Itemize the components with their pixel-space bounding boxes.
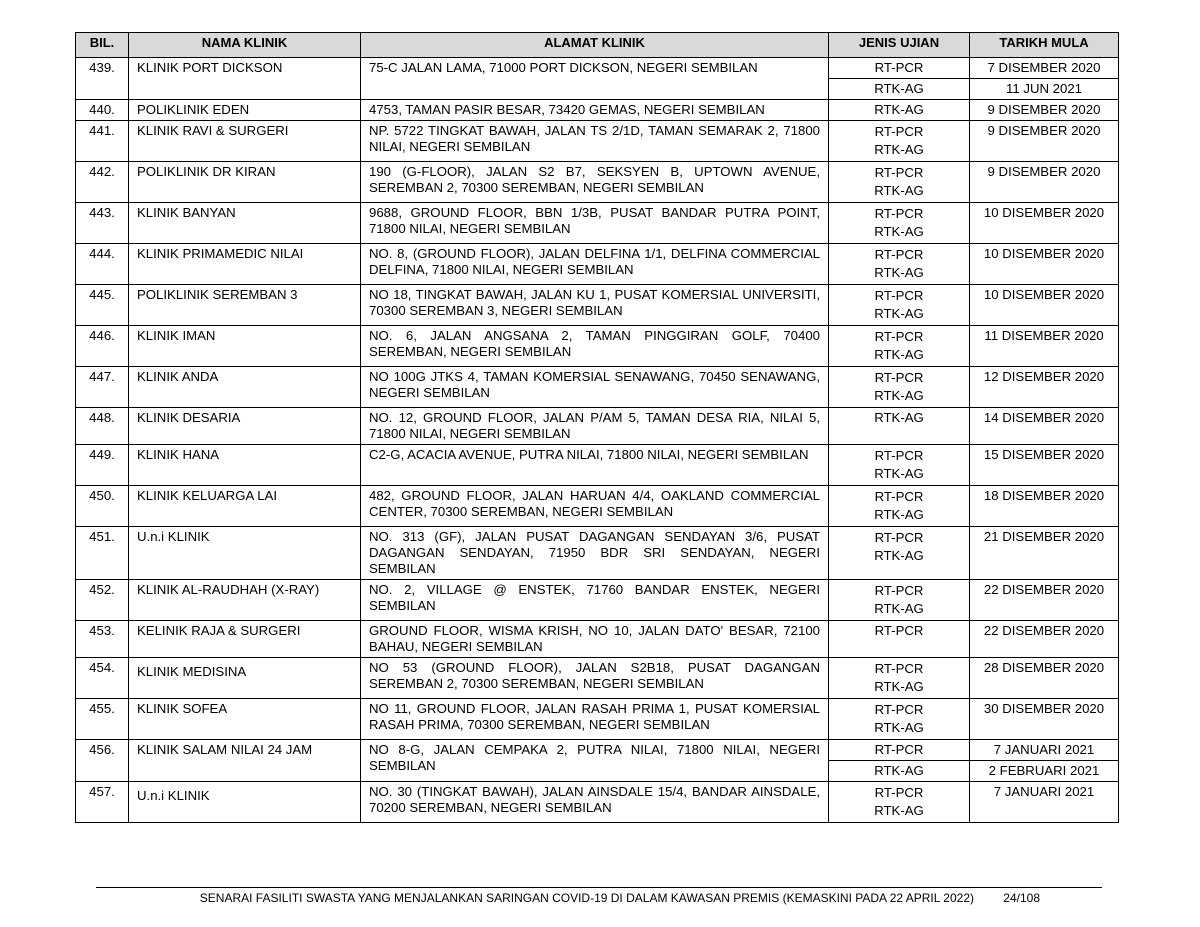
cell-alamat-klinik: GROUND FLOOR, WISMA KRISH, NO 10, JALAN DATO' BESAR, 72100 BAHAU, NEGERI SEMBILAN bbox=[361, 621, 829, 658]
cell-alamat-klinik: NO. 313 (GF), JALAN PUSAT DAGANGAN SENDAYAN 3/6, PUSAT DAGANGAN SENDAYAN, 71950 BDR SRI SENDAYAN, NEGERI SEMBILAN bbox=[361, 527, 829, 580]
cell-bil: 444. bbox=[76, 244, 129, 285]
cell-nama-klinik: KLINIK PRIMAMEDIC NILAI bbox=[129, 244, 361, 285]
cell-jenis-ujian bbox=[829, 527, 970, 580]
cell-alamat-klinik: NP. 5722 TINGKAT BAWAH, JALAN TS 2/1D, TAMAN SEMARAK 2, 71800 NILAI, NEGERI SEMBILAN bbox=[361, 121, 829, 162]
test-type: RT-PCR bbox=[874, 370, 924, 385]
cell-bil: 440. bbox=[76, 100, 129, 121]
table-row bbox=[76, 408, 1119, 445]
cell-nama-klinik: KLINIK ANDA bbox=[129, 367, 361, 408]
cell-bil: 441. bbox=[76, 121, 129, 162]
cell-alamat-klinik: NO. 12, GROUND FLOOR, JALAN P/AM 5, TAMAN DESA RIA, NILAI 5, 71800 NILAI, NEGERI SEMBILAN bbox=[361, 408, 829, 445]
table-row bbox=[76, 244, 1119, 285]
test-type: RT-PCR bbox=[874, 206, 924, 221]
test-type: RT-PCR bbox=[874, 530, 924, 545]
cell-jenis-ujian bbox=[829, 326, 970, 367]
cell-jenis-ujian bbox=[829, 162, 970, 203]
cell-bil: 442. bbox=[76, 162, 129, 203]
cell-bil: 451. bbox=[76, 527, 129, 580]
test-type: RT-PCR bbox=[874, 165, 924, 180]
cell-alamat-klinik: 482, GROUND FLOOR, JALAN HARUAN 4/4, OAKLAND COMMERCIAL CENTER, 70300 SEREMBAN, NEGERI SEMBILAN bbox=[361, 486, 829, 527]
cell-bil: 455. bbox=[76, 699, 129, 740]
cell-nama-klinik: POLIKLINIK DR KIRAN bbox=[129, 162, 361, 203]
cell-bil: 457. bbox=[76, 782, 129, 823]
test-type: RTK-AG bbox=[874, 507, 924, 522]
cell-nama-klinik: KLINIK SOFEA bbox=[129, 699, 361, 740]
table-header-row bbox=[76, 33, 1119, 58]
test-type: RT-PCR bbox=[874, 583, 924, 598]
test-type: RTK-AG bbox=[874, 306, 924, 321]
cell-nama-klinik: KLINIK KELUARGA LAI bbox=[129, 486, 361, 527]
test-type: RT-PCR bbox=[874, 702, 924, 717]
table-row bbox=[76, 699, 1119, 740]
test-type: RTK-AG bbox=[874, 720, 924, 735]
cell-alamat-klinik: NO 11, GROUND FLOOR, JALAN RASAH PRIMA 1, PUSAT KOMERSIAL RASAH PRIMA, 70300 SEREMBAN, NEGERI SEMBILAN bbox=[361, 699, 829, 740]
table-row bbox=[76, 285, 1119, 326]
cell-bil: 446. bbox=[76, 326, 129, 367]
cell-jenis-ujian bbox=[829, 699, 970, 740]
test-type: RTK-AG bbox=[874, 183, 924, 198]
cell-jenis-ujian: RT-PCR bbox=[829, 621, 970, 658]
cell-bil: 449. bbox=[76, 445, 129, 486]
cell-nama-klinik: POLIKLINIK SEREMBAN 3 bbox=[129, 285, 361, 326]
cell-nama-klinik: KLINIK MEDISINA bbox=[129, 658, 361, 699]
cell-tarikh-mula: 11 DISEMBER 2020 bbox=[970, 326, 1119, 367]
test-type: RT-PCR bbox=[874, 785, 924, 800]
test-type: RTK-AG bbox=[874, 466, 924, 481]
cell-nama-klinik: KLINIK IMAN bbox=[129, 326, 361, 367]
cell-tarikh-mula: 9 DISEMBER 2020 bbox=[970, 100, 1119, 121]
cell-jenis-ujian bbox=[829, 486, 970, 527]
cell-nama-klinik: U.n.i KLINIK bbox=[129, 782, 361, 823]
cell-jenis-ujian: RTK-AG bbox=[829, 79, 970, 100]
cell-bil: 448. bbox=[76, 408, 129, 445]
test-type: RTK-AG bbox=[874, 548, 924, 563]
cell-tarikh-mula: 7 JANUARI 2021 bbox=[970, 740, 1119, 761]
cell-jenis-ujian bbox=[829, 782, 970, 823]
cell-alamat-klinik: NO. 6, JALAN ANGSANA 2, TAMAN PINGGIRAN GOLF, 70400 SEREMBAN, NEGERI SEMBILAN bbox=[361, 326, 829, 367]
cell-alamat-klinik: NO. 8, (GROUND FLOOR), JALAN DELFINA 1/1, DELFINA COMMERCIAL DELFINA, 71800 NILAI, NEGERI SEMBILAN bbox=[361, 244, 829, 285]
table-row bbox=[76, 527, 1119, 580]
cell-tarikh-mula: 7 JANUARI 2021 bbox=[970, 782, 1119, 823]
cell-jenis-ujian bbox=[829, 580, 970, 621]
table-row bbox=[76, 621, 1119, 658]
cell-jenis-ujian: RT-PCR bbox=[829, 58, 970, 79]
cell-jenis-ujian bbox=[829, 367, 970, 408]
cell-nama-klinik: KLINIK PORT DICKSON bbox=[129, 58, 361, 100]
cell-tarikh-mula: 22 DISEMBER 2020 bbox=[970, 580, 1119, 621]
cell-nama-klinik: KLINIK BANYAN bbox=[129, 203, 361, 244]
cell-jenis-ujian bbox=[829, 203, 970, 244]
cell-tarikh-mula: 14 DISEMBER 2020 bbox=[970, 408, 1119, 445]
test-type: RT-PCR bbox=[874, 247, 924, 262]
cell-alamat-klinik: 9688, GROUND FLOOR, BBN 1/3B, PUSAT BANDAR PUTRA POINT, 71800 NILAI, NEGERI SEMBILAN bbox=[361, 203, 829, 244]
table-row bbox=[76, 203, 1119, 244]
cell-bil: 450. bbox=[76, 486, 129, 527]
table-row bbox=[76, 100, 1119, 121]
table-row bbox=[76, 326, 1119, 367]
test-type: RT-PCR bbox=[874, 288, 924, 303]
cell-bil: 447. bbox=[76, 367, 129, 408]
table-row bbox=[76, 367, 1119, 408]
cell-tarikh-mula: 7 DISEMBER 2020 bbox=[970, 58, 1119, 79]
header-nama-klinik: NAMA KLINIK bbox=[129, 33, 361, 58]
cell-tarikh-mula: 10 DISEMBER 2020 bbox=[970, 244, 1119, 285]
cell-alamat-klinik: NO. 30 (TINGKAT BAWAH), JALAN AINSDALE 15/4, BANDAR AINSDALE, 70200 SEREMBAN, NEGERI SEMBILAN bbox=[361, 782, 829, 823]
header-alamat-klinik: ALAMAT KLINIK bbox=[361, 33, 829, 58]
table-row bbox=[76, 580, 1119, 621]
cell-nama-klinik: KLINIK HANA bbox=[129, 445, 361, 486]
cell-tarikh-mula: 28 DISEMBER 2020 bbox=[970, 658, 1119, 699]
test-type: RTK-AG bbox=[874, 601, 924, 616]
cell-alamat-klinik: NO 18, TINGKAT BAWAH, JALAN KU 1, PUSAT KOMERSIAL UNIVERSITI, 70300 SEREMBAN 3, NEGERI SEMBILAN bbox=[361, 285, 829, 326]
cell-nama-klinik: KLINIK AL-RAUDHAH (X-RAY) bbox=[129, 580, 361, 621]
cell-tarikh-mula: 21 DISEMBER 2020 bbox=[970, 527, 1119, 580]
cell-tarikh-mula: 10 DISEMBER 2020 bbox=[970, 285, 1119, 326]
cell-alamat-klinik: NO. 2, VILLAGE @ ENSTEK, 71760 BANDAR ENSTEK, NEGERI SEMBILAN bbox=[361, 580, 829, 621]
table-row bbox=[76, 162, 1119, 203]
header-tarikh-mula: TARIKH MULA bbox=[970, 33, 1119, 58]
table-row bbox=[76, 740, 1119, 761]
cell-jenis-ujian bbox=[829, 285, 970, 326]
cell-jenis-ujian: RT-PCR bbox=[829, 740, 970, 761]
footer-divider bbox=[96, 887, 1102, 888]
cell-bil: 453. bbox=[76, 621, 129, 658]
cell-nama-klinik: KLINIK SALAM NILAI 24 JAM bbox=[129, 740, 361, 782]
cell-tarikh-mula: 2 FEBRUARI 2021 bbox=[970, 761, 1119, 782]
header-bil: BIL. bbox=[76, 33, 129, 58]
cell-jenis-ujian: RTK-AG bbox=[829, 761, 970, 782]
cell-nama-klinik: KLINIK RAVI & SURGERI bbox=[129, 121, 361, 162]
cell-bil: 452. bbox=[76, 580, 129, 621]
cell-tarikh-mula: 12 DISEMBER 2020 bbox=[970, 367, 1119, 408]
test-type: RTK-AG bbox=[874, 347, 924, 362]
cell-alamat-klinik: 4753, TAMAN PASIR BESAR, 73420 GEMAS, NEGERI SEMBILAN bbox=[361, 100, 829, 121]
cell-alamat-klinik: 75-C JALAN LAMA, 71000 PORT DICKSON, NEGERI SEMBILAN bbox=[361, 58, 829, 100]
test-type: RTK-AG bbox=[874, 142, 924, 157]
cell-nama-klinik: KELINIK RAJA & SURGERI bbox=[129, 621, 361, 658]
cell-jenis-ujian: RTK-AG bbox=[829, 100, 970, 121]
test-type: RTK-AG bbox=[874, 803, 924, 818]
cell-jenis-ujian bbox=[829, 244, 970, 285]
cell-tarikh-mula: 15 DISEMBER 2020 bbox=[970, 445, 1119, 486]
cell-alamat-klinik: NO 53 (GROUND FLOOR), JALAN S2B18, PUSAT DAGANGAN SEREMBAN 2, 70300 SEREMBAN, NEGERI SEMBILAN bbox=[361, 658, 829, 699]
cell-nama-klinik: U.n.i KLINIK bbox=[129, 527, 361, 580]
test-type: RT-PCR bbox=[874, 489, 924, 504]
cell-bil: 454. bbox=[76, 658, 129, 699]
cell-jenis-ujian bbox=[829, 658, 970, 699]
cell-tarikh-mula: 11 JUN 2021 bbox=[970, 79, 1119, 100]
test-type: RT-PCR bbox=[874, 448, 924, 463]
cell-nama-klinik: KLINIK DESARIA bbox=[129, 408, 361, 445]
table-row bbox=[76, 58, 1119, 79]
table-row bbox=[76, 782, 1119, 823]
cell-alamat-klinik: NO 100G JTKS 4, TAMAN KOMERSIAL SENAWANG, 70450 SENAWANG, NEGERI SEMBILAN bbox=[361, 367, 829, 408]
cell-tarikh-mula: 9 DISEMBER 2020 bbox=[970, 162, 1119, 203]
cell-bil: 456. bbox=[76, 740, 129, 782]
cell-bil: 445. bbox=[76, 285, 129, 326]
cell-tarikh-mula: 22 DISEMBER 2020 bbox=[970, 621, 1119, 658]
table-row bbox=[76, 445, 1119, 486]
test-type: RTK-AG bbox=[874, 679, 924, 694]
cell-jenis-ujian bbox=[829, 121, 970, 162]
cell-alamat-klinik: 190 (G-FLOOR), JALAN S2 B7, SEKSYEN B, UPTOWN AVENUE, SEREMBAN 2, 70300 SEREMBAN, NEGERI SEMBILAN bbox=[361, 162, 829, 203]
cell-bil: 443. bbox=[76, 203, 129, 244]
cell-tarikh-mula: 18 DISEMBER 2020 bbox=[970, 486, 1119, 527]
cell-tarikh-mula: 10 DISEMBER 2020 bbox=[970, 203, 1119, 244]
test-type: RT-PCR bbox=[874, 329, 924, 344]
test-type: RTK-AG bbox=[874, 265, 924, 280]
cell-tarikh-mula: 30 DISEMBER 2020 bbox=[970, 699, 1119, 740]
cell-jenis-ujian bbox=[829, 445, 970, 486]
header-jenis-ujian: JENIS UJIAN bbox=[829, 33, 970, 58]
cell-tarikh-mula: 9 DISEMBER 2020 bbox=[970, 121, 1119, 162]
test-type: RT-PCR bbox=[874, 124, 924, 139]
clinic-table bbox=[75, 32, 1119, 823]
cell-jenis-ujian: RTK-AG bbox=[829, 408, 970, 445]
table-row bbox=[76, 658, 1119, 699]
test-type: RTK-AG bbox=[874, 388, 924, 403]
page-number: 24/108 bbox=[1003, 891, 1040, 905]
footer-text: SENARAI FASILITI SWASTA YANG MENJALANKAN SARINGAN COVID-19 DI DALAM KAWASAN PREMIS (KEMASKINI PADA 22 APRIL 2022) bbox=[199, 891, 974, 905]
cell-alamat-klinik: NO 8-G, JALAN CEMPAKA 2, PUTRA NILAI, 71800 NILAI, NEGERI SEMBILAN bbox=[361, 740, 829, 782]
table-row bbox=[76, 486, 1119, 527]
cell-nama-klinik: POLIKLINIK EDEN bbox=[129, 100, 361, 121]
table-row bbox=[76, 121, 1119, 162]
test-type: RTK-AG bbox=[874, 224, 924, 239]
test-type: RT-PCR bbox=[874, 661, 924, 676]
cell-alamat-klinik: C2-G, ACACIA AVENUE, PUTRA NILAI, 71800 NILAI, NEGERI SEMBILAN bbox=[361, 445, 829, 486]
cell-bil: 439. bbox=[76, 58, 129, 100]
